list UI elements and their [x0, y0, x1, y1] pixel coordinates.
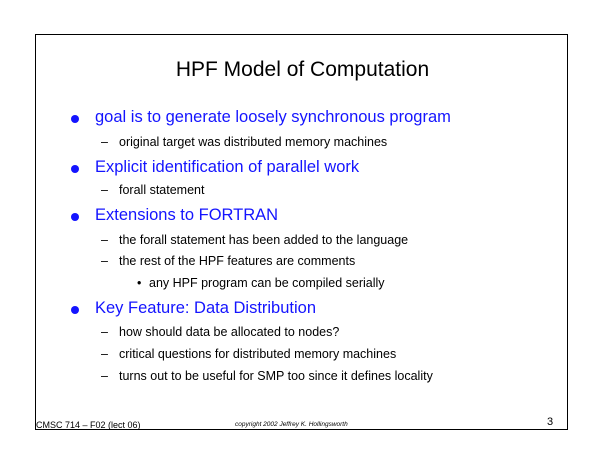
subbullet-data-allocation: [101, 325, 339, 339]
subbullet-original-target: [101, 135, 387, 149]
subbullet-hpf-comments: [101, 254, 355, 268]
bullet-dot: [71, 115, 79, 123]
dash-marker: –: [101, 347, 108, 361]
subbullet-smp-locality: [101, 369, 433, 383]
bullet-dot: [71, 213, 79, 221]
subbullet-text: critical questions for distributed memory machines: [119, 347, 397, 361]
subbullet-text: original target was distributed memory machines: [119, 135, 388, 149]
subbullet-text: how should data be allocated to nodes?: [119, 325, 340, 339]
subbullet-text: the forall statement has been added to the language: [119, 233, 409, 247]
dash-marker: –: [101, 233, 108, 247]
subbullet-text: turns out to be useful for SMP too since it defines locality: [119, 369, 433, 383]
dash-marker: –: [101, 135, 108, 149]
bullet-key-feature: Key Feature: Data Distribution: [95, 299, 317, 317]
subbullet-marker: •: [137, 276, 142, 290]
bullet-extensions-fortran: Extensions to FORTRAN: [95, 206, 279, 224]
bullet-dot: [71, 306, 79, 314]
subbullet-forall-added: [101, 233, 408, 247]
dash-marker: –: [101, 254, 108, 268]
footer-course-label: CMSC 714 – F02 (lect 06): [36, 420, 141, 430]
bullet-explicit-parallel: Explicit identification of parallel work: [95, 158, 360, 176]
footer-copyright: copyright 2002 Jeffrey K. Hollingsworth: [235, 421, 348, 428]
bullet-dot: [71, 165, 79, 173]
dash-marker: –: [101, 325, 108, 339]
page-number: 3: [547, 416, 554, 428]
subbullet-text: the rest of the HPF features are comments: [119, 254, 356, 268]
subbullet-text: forall statement: [119, 183, 205, 197]
slide-title: HPF Model of Computation: [175, 58, 430, 81]
subsubbullet-text: any HPF program can be compiled serially: [149, 276, 385, 290]
subsubbullet-compiled-serially: [137, 276, 385, 290]
dash-marker: –: [101, 183, 108, 197]
bullet-goal: goal is to generate loosely synchronous program: [95, 108, 451, 126]
subbullet-critical-questions: [101, 347, 396, 361]
subbullet-forall-statement: [101, 183, 204, 197]
dash-marker: –: [101, 369, 108, 383]
